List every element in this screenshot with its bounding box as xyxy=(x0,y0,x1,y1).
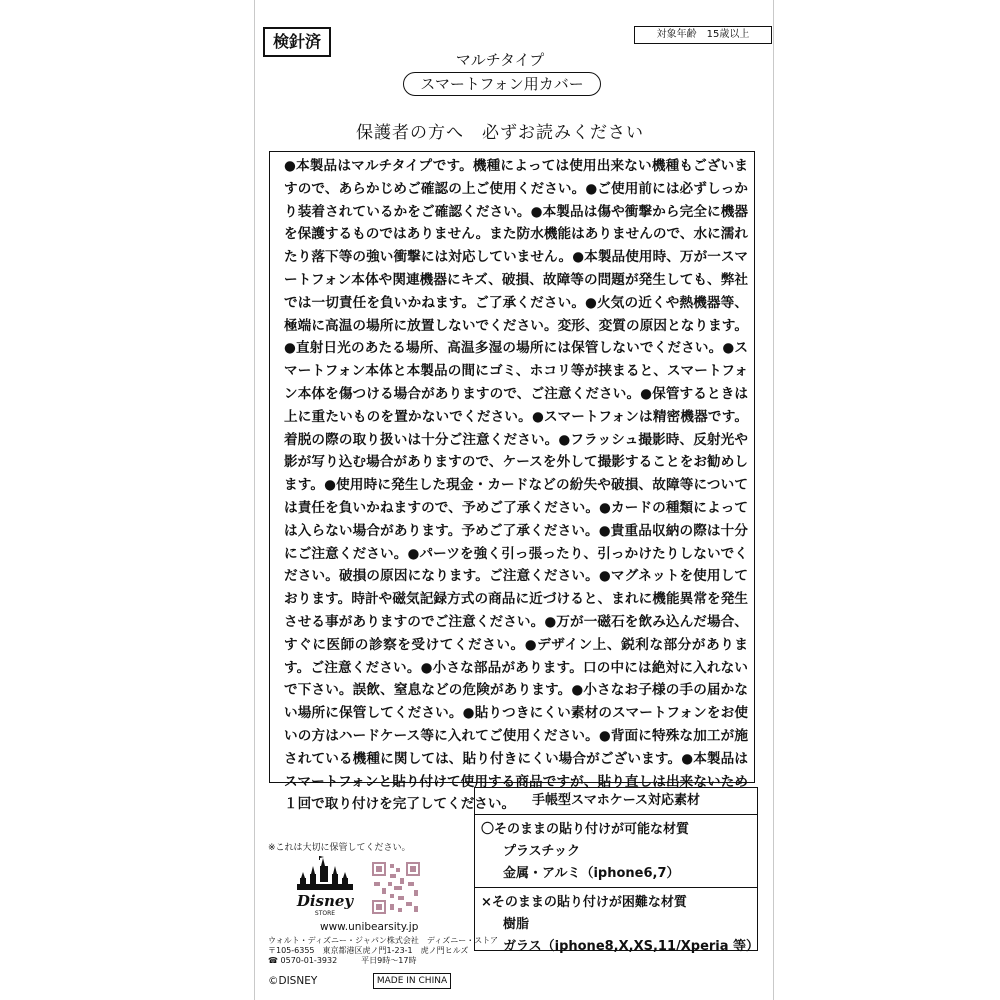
company-line: ☎ 0570-01-3932 平日9時～17時 xyxy=(268,956,417,965)
company-line: 〒105-6355 東京都港区虎ノ門1-23-1 虎ノ門ヒルズ xyxy=(268,946,469,955)
product-name: スマートフォン用カバー xyxy=(403,72,601,96)
logo-subtext: STORE xyxy=(314,910,336,917)
qr-code-icon xyxy=(370,860,422,916)
copyright: ©DISNEY xyxy=(268,975,318,987)
logo-text: Disney xyxy=(296,892,354,910)
disney-store-logo xyxy=(285,856,365,918)
compat-ok-item: 金属・アルミ（iphone6,7） xyxy=(503,866,680,881)
made-in-label: MADE IN CHINA xyxy=(373,973,451,989)
compat-title: 手帳型スマホケース対応素材 xyxy=(475,788,757,815)
age-notice: 対象年齢 15歳以上 xyxy=(634,26,772,44)
compat-ok-section xyxy=(475,815,757,888)
company-line: ウォルト・ディズニー・ジャパン株式会社 ディズニー・ストア xyxy=(268,936,498,945)
keep-note: ※これは大切に保管してください。 xyxy=(268,843,411,853)
compat-ok-item: プラスチック xyxy=(503,844,580,859)
compat-ng-heading: ×そのままの貼り付けが困難な材質 xyxy=(481,895,687,910)
compat-ng-item: ガラス（iphone8,X,XS,11/Xperia 等） xyxy=(503,939,760,954)
compat-ng-item: 樹脂 xyxy=(503,917,530,932)
compat-table xyxy=(474,787,760,954)
product-type: マルチタイプ xyxy=(455,51,545,69)
company-info xyxy=(268,936,498,966)
compat-ng-section xyxy=(475,888,760,962)
compat-ok-heading: 〇そのままの貼り付けが可能な材質 xyxy=(481,822,690,837)
website-url: www.unibearsity.jp xyxy=(320,921,419,933)
notice-body: ●本製品はマルチタイプです。機種によっては使用出来ない機種もございますので、あらかじめご確認の上ご使用ください。●ご使用前には必ずしっかり装着されているかをご確認ください。●本製品は傷や衝撃から完全に機器を保護するものではありません。また防水機能はありませんので、水に濡れたり落下等の強い衝撃には対応していません。●本製品使用時、万が一スマートフォン本体や関連機器にキズ、破損、故障等の問題が発生しても、弊社では一切責任を負いかねます。ご了承ください。●火気の近くや熱機器等、極端に高温の場所に放置しないでください。変形、変質の原因となります。●直射日光のあたる場所、高温多湿の場所には保管しないでください。●スマートフォン本体と本製品の間にゴミ、ホコリ等が挟まると、スマートフォン本体を傷つける場合がありますので、ご注意ください。●保管するときは上に重たいものを置かないでください。●スマートフォンは精密機器です。着脱の際の取り扱いは十分ご注意ください。●フラッシュ撮影時、反射光や影が写り込む場合がありますので、ケースを外して撮影することをお勧めします。●使用時に発生した現金・カードなどの紛失や破損、故障等については責任を負いかねますので、予めご了承ください。●カードの種類によっては入らない場合があります。予めご了承ください。●貴重品収納の際は十分にご注意ください。●パーツを強く引っ張ったり、引っかけたりしないでください。破損の原因になります。ご注意ください。●マグネットを使用しております。時計や磁気記録方式の商品に近づけると、まれに機能異常を発生させる事がありますのでご注意ください。●万が一磁石を飲み込んだ場合、すぐに医師の診察を受けてください。●デザイン上、鋭利な部分があります。ご注意ください。●小さな部品があります。口の中には絶対に入れないで下さい。誤飲、窒息などの危険があります。●小さなお子様の手の届かない場所に保管してください。●貼りつきにくい素材のスマートフォンをお使いの方はハードケース等に入れてご使用ください。●背面に特殊な加工が施されている機種に関しては、貼り付きにくい場合がございます。●本製品はスマートフォンと貼り付けて使用する商品ですが、貼り直しは出来ないため１回で取り付けを完了してください。 xyxy=(284,158,748,813)
notice-heading: 保護者の方へ 必ずお読みください xyxy=(356,123,644,143)
inspected-badge: 検針済 xyxy=(263,27,331,57)
